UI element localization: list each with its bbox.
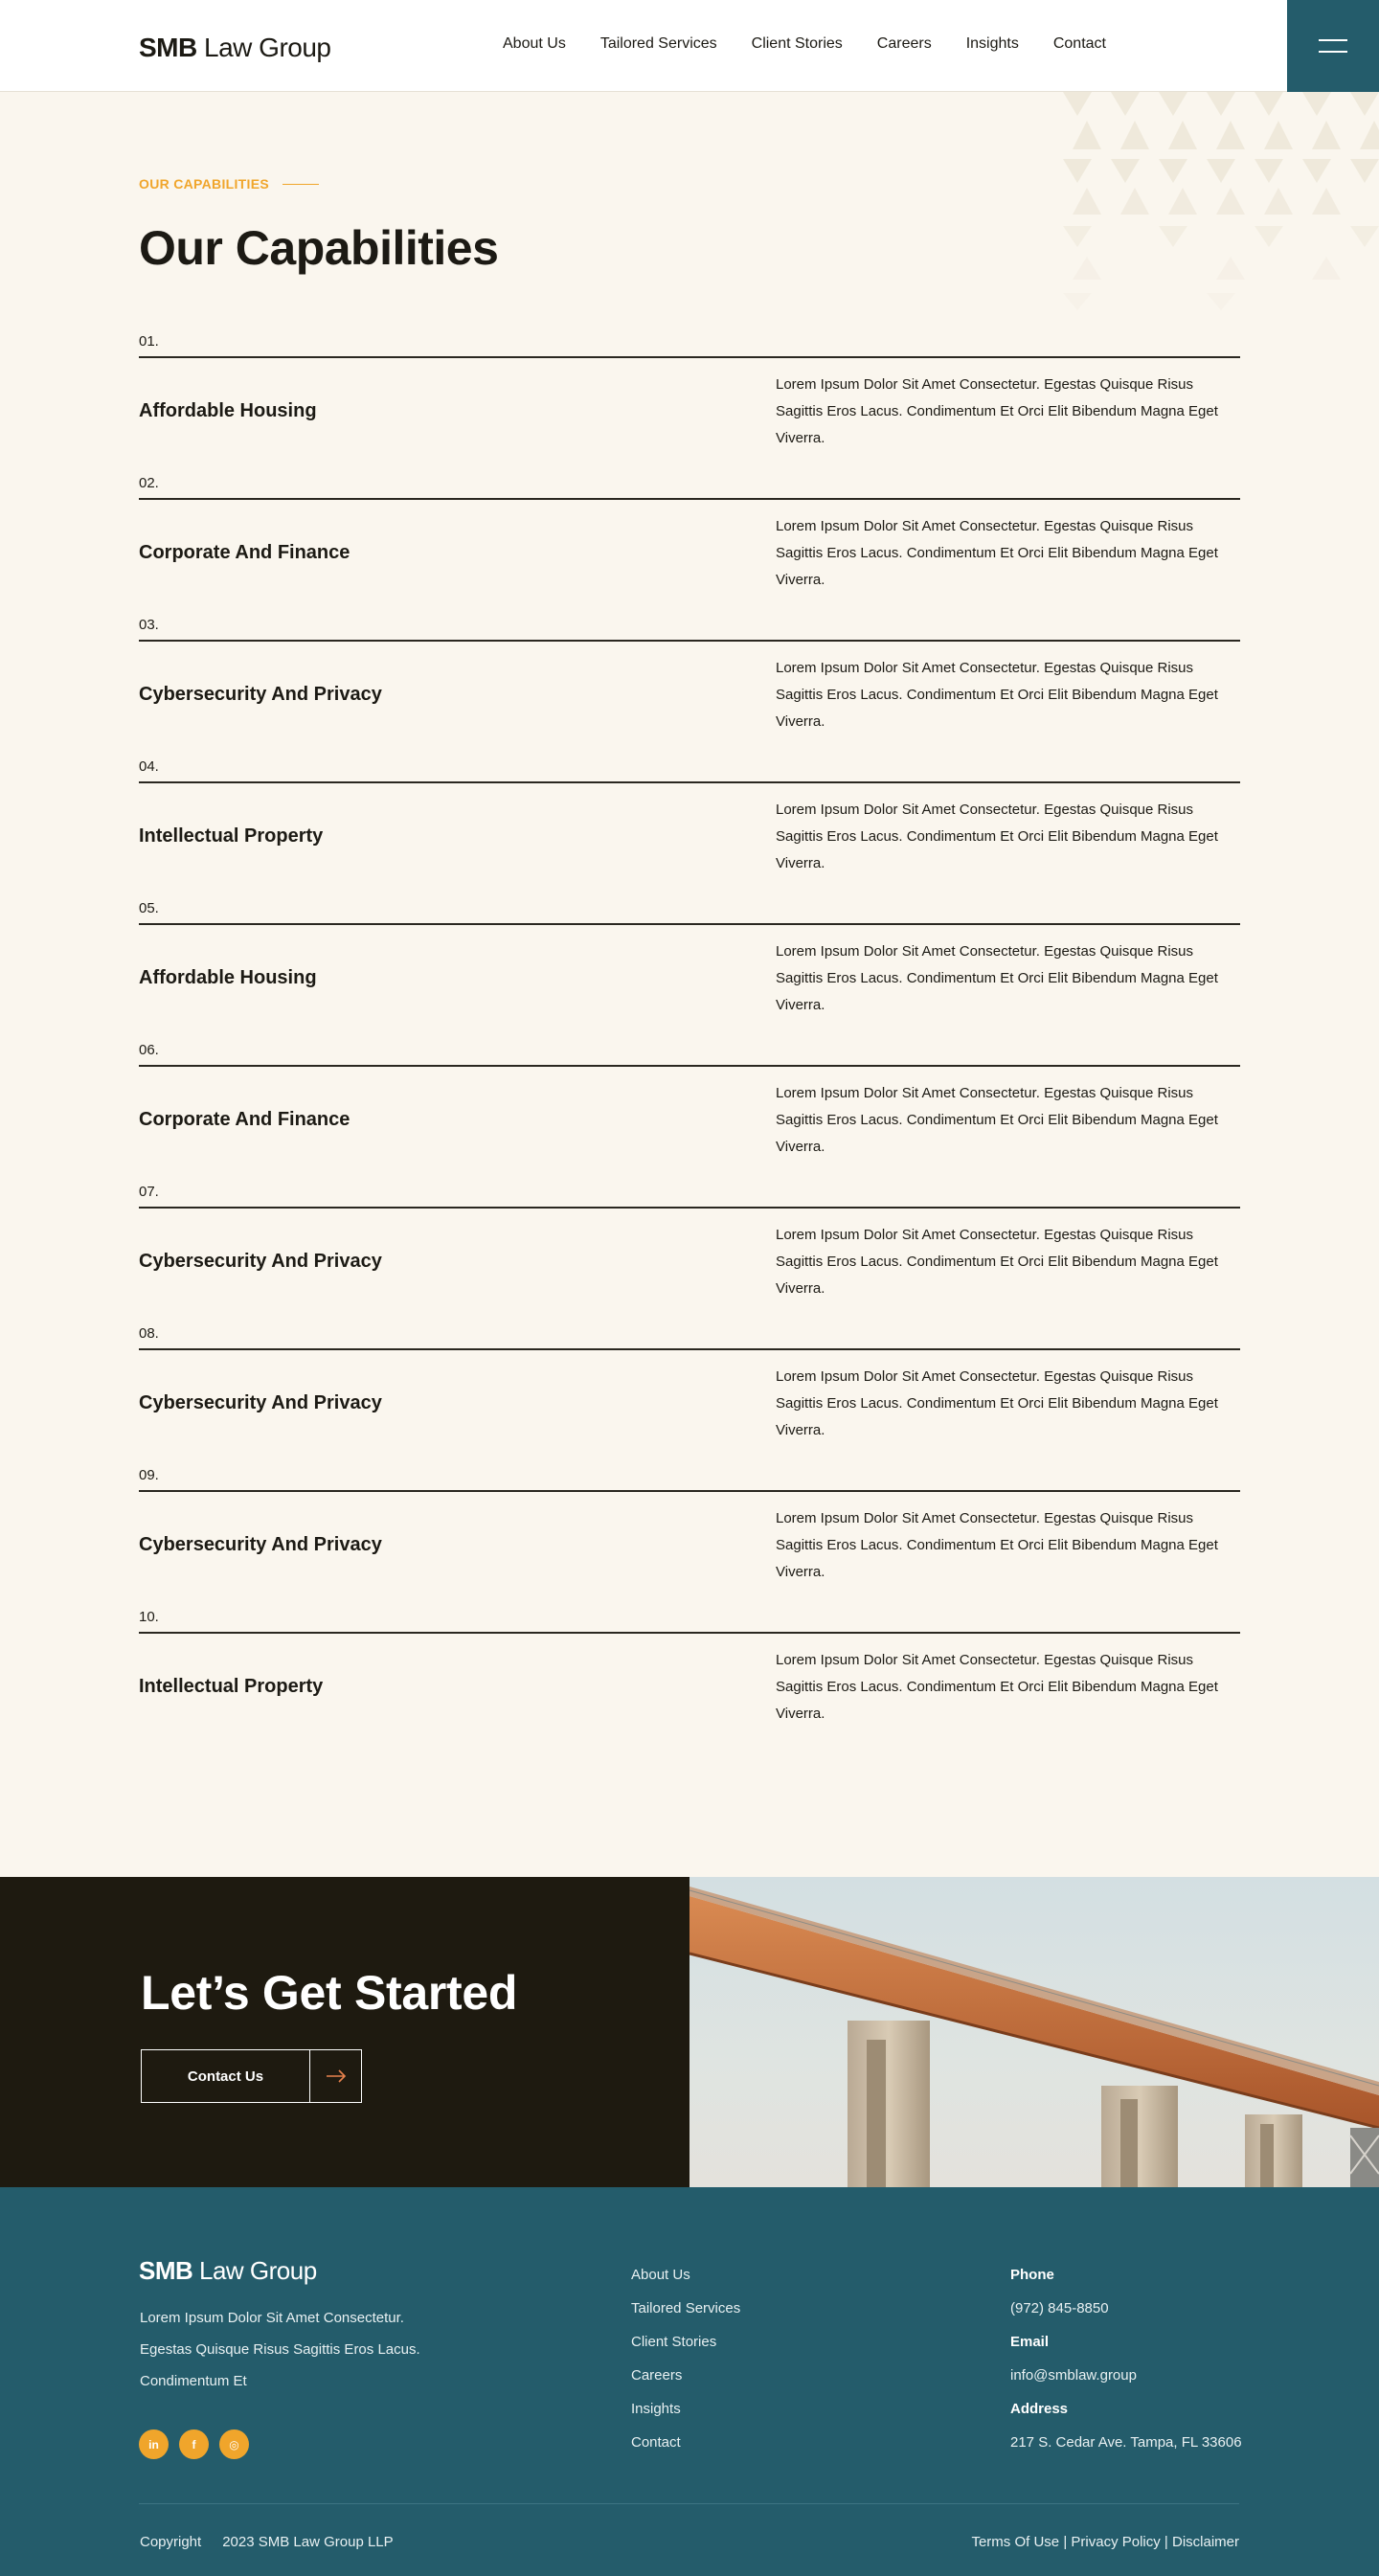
menu-button[interactable] (1287, 0, 1379, 92)
capability-number: 03. (139, 617, 159, 633)
linkedin-icon[interactable]: in (139, 2429, 169, 2459)
footer-contact (1010, 2264, 1242, 2465)
disclaimer-link[interactable]: Disclaimer (1171, 2534, 1239, 2550)
capability-description: Lorem Ipsum Dolor Sit Amet Consectetur. Egestas Quisque Risus Sagittis Eros Lacus. Condimentum Et Orci Elit Bibendum Magna Eget Viverra. (776, 1652, 1218, 1722)
email-link[interactable]: info@smblaw.group (1010, 2367, 1137, 2384)
address-label: Address (1010, 2401, 1069, 2417)
capability-number: 04. (139, 758, 159, 775)
nav-about-us[interactable]: About Us (503, 35, 566, 52)
capability-title[interactable]: Cybersecurity And Privacy (139, 684, 382, 705)
capability-divider (139, 356, 1240, 358)
capability-title[interactable]: Affordable Housing (139, 400, 317, 421)
copyright-label: Copyright (140, 2534, 202, 2550)
footer-divider (139, 2503, 1239, 2504)
instagram-icon[interactable]: ◎ (219, 2429, 249, 2459)
capability-item[interactable] (139, 617, 1240, 758)
bridge-illustration (690, 1877, 1379, 2187)
capability-title[interactable]: Corporate And Finance (139, 1109, 350, 1130)
address-value: 217 S. Cedar Ave. Tampa, FL 33606 (1010, 2434, 1242, 2451)
capability-number: 08. (139, 1325, 159, 1342)
site-logo[interactable]: SMB Law Group (139, 33, 331, 62)
site-header (0, 0, 1379, 92)
nav-insights[interactable]: Insights (965, 35, 1019, 52)
arrow-right-icon (310, 2050, 361, 2102)
capability-number: 09. (139, 1467, 159, 1483)
capability-item[interactable] (139, 1325, 1240, 1467)
email-label: Email (1010, 2334, 1050, 2350)
capability-divider (139, 1207, 1240, 1209)
footer-logo[interactable]: SMB Law Group (139, 2256, 317, 2285)
main-nav (503, 35, 1106, 53)
capability-divider (139, 640, 1240, 642)
capability-title[interactable]: Corporate And Finance (139, 542, 350, 563)
capability-description: Lorem Ipsum Dolor Sit Amet Consectetur. Egestas Quisque Risus Sagittis Eros Lacus. Condimentum Et Orci Elit Bibendum Magna Eget Viverra. (776, 1368, 1218, 1438)
capability-item[interactable] (139, 1467, 1240, 1609)
footer-link-about-us[interactable]: About Us (631, 2267, 690, 2283)
capability-description: Lorem Ipsum Dolor Sit Amet Consectetur. Egestas Quisque Risus Sagittis Eros Lacus. Condimentum Et Orci Elit Bibendum Magna Eget Viverra. (776, 943, 1218, 1013)
capability-number: 10. (139, 1609, 159, 1625)
capability-title[interactable]: Cybersecurity And Privacy (139, 1534, 382, 1555)
capability-divider (139, 923, 1240, 925)
hamburger-icon-line (1319, 51, 1347, 53)
capability-item[interactable] (139, 900, 1240, 1042)
capability-title[interactable]: Cybersecurity And Privacy (139, 1251, 382, 1272)
capability-divider (139, 1065, 1240, 1067)
nav-tailored-services[interactable]: Tailored Services (599, 35, 717, 52)
capability-title[interactable]: Intellectual Property (139, 825, 324, 847)
cta-panel (0, 1877, 690, 2187)
capability-title[interactable]: Cybersecurity And Privacy (139, 1392, 382, 1413)
decorative-triangle-pattern (1053, 92, 1379, 331)
eyebrow-line (283, 184, 319, 185)
capability-title[interactable]: Intellectual Property (139, 1676, 324, 1697)
phone-label: Phone (1010, 2267, 1054, 2283)
site-footer (0, 2187, 1379, 2576)
facebook-icon[interactable]: f (179, 2429, 209, 2459)
capability-description: Lorem Ipsum Dolor Sit Amet Consectetur. Egestas Quisque Risus Sagittis Eros Lacus. Condimentum Et Orci Elit Bibendum Magna Eget Viverra. (776, 376, 1218, 446)
capability-item[interactable] (139, 1609, 1240, 1751)
capability-description: Lorem Ipsum Dolor Sit Amet Consectetur. Egestas Quisque Risus Sagittis Eros Lacus. Condimentum Et Orci Elit Bibendum Magna Eget Viverra. (776, 1085, 1218, 1155)
capability-divider (139, 781, 1240, 783)
capability-divider (139, 498, 1240, 500)
eyebrow-label: OUR CAPABILITIES (139, 176, 269, 192)
terms-of-use-link[interactable]: Terms Of Use (971, 2534, 1060, 2550)
footer-link-tailored-services[interactable]: Tailored Services (631, 2300, 741, 2316)
capability-title[interactable]: Affordable Housing (139, 967, 317, 988)
cta-section (0, 1877, 1379, 2187)
nav-careers[interactable]: Careers (876, 35, 932, 52)
hamburger-icon (1319, 39, 1347, 41)
footer-link-careers[interactable]: Careers (631, 2367, 683, 2384)
footer-link-insights[interactable]: Insights (631, 2401, 681, 2417)
capability-divider (139, 1348, 1240, 1350)
footer-description: Lorem Ipsum Dolor Sit Amet Consectetur. Egestas Quisque Risus Sagittis Eros Lacus. Condimentum Et (140, 2310, 420, 2389)
capability-item[interactable] (139, 333, 1240, 475)
capabilities-list (139, 333, 1240, 1751)
footer-nav (631, 2264, 740, 2453)
capability-number: 02. (139, 475, 159, 491)
page-title: Our Capabilities (139, 221, 499, 275)
capability-number: 05. (139, 900, 159, 916)
capability-description: Lorem Ipsum Dolor Sit Amet Consectetur. Egestas Quisque Risus Sagittis Eros Lacus. Condimentum Et Orci Elit Bibendum Magna Eget Viverra. (776, 518, 1218, 588)
copyright-text: 2023 SMB Law Group LLP (222, 2534, 394, 2550)
footer-link-client-stories[interactable]: Client Stories (631, 2334, 717, 2350)
capability-item[interactable] (139, 758, 1240, 900)
cta-heading: Let’s Get Started (141, 1966, 518, 2020)
footer-link-contact[interactable]: Contact (631, 2434, 681, 2451)
capabilities-section (0, 92, 1379, 1877)
legal-links: Terms Of Use | Privacy Policy | Disclaimer (971, 2534, 1239, 2550)
phone-link[interactable]: (972) 845-8850 (1010, 2300, 1109, 2316)
capability-number: 06. (139, 1042, 159, 1058)
bridge-photo (690, 1877, 1379, 2187)
contact-us-label: Contact Us (142, 2050, 310, 2102)
capability-number: 07. (139, 1184, 159, 1200)
nav-client-stories[interactable]: Client Stories (751, 35, 843, 52)
copyright (140, 2534, 394, 2550)
contact-us-button[interactable] (141, 2049, 362, 2103)
capability-description: Lorem Ipsum Dolor Sit Amet Consectetur. Egestas Quisque Risus Sagittis Eros Lacus. Condimentum Et Orci Elit Bibendum Magna Eget Viverra. (776, 660, 1218, 730)
capability-number: 01. (139, 333, 159, 350)
nav-contact[interactable]: Contact (1052, 35, 1106, 52)
capability-item[interactable] (139, 475, 1240, 617)
capability-description: Lorem Ipsum Dolor Sit Amet Consectetur. Egestas Quisque Risus Sagittis Eros Lacus. Condimentum Et Orci Elit Bibendum Magna Eget Viverra. (776, 1227, 1218, 1297)
capability-divider (139, 1632, 1240, 1634)
social-links (139, 2429, 249, 2459)
privacy-policy-link[interactable]: Privacy Policy (1071, 2534, 1161, 2550)
capability-item[interactable] (139, 1184, 1240, 1325)
capability-description: Lorem Ipsum Dolor Sit Amet Consectetur. Egestas Quisque Risus Sagittis Eros Lacus. Condimentum Et Orci Elit Bibendum Magna Eget Viverra. (776, 1510, 1218, 1580)
capability-item[interactable] (139, 1042, 1240, 1184)
capability-description: Lorem Ipsum Dolor Sit Amet Consectetur. Egestas Quisque Risus Sagittis Eros Lacus. Condimentum Et Orci Elit Bibendum Magna Eget Viverra. (776, 802, 1218, 871)
capability-divider (139, 1490, 1240, 1492)
